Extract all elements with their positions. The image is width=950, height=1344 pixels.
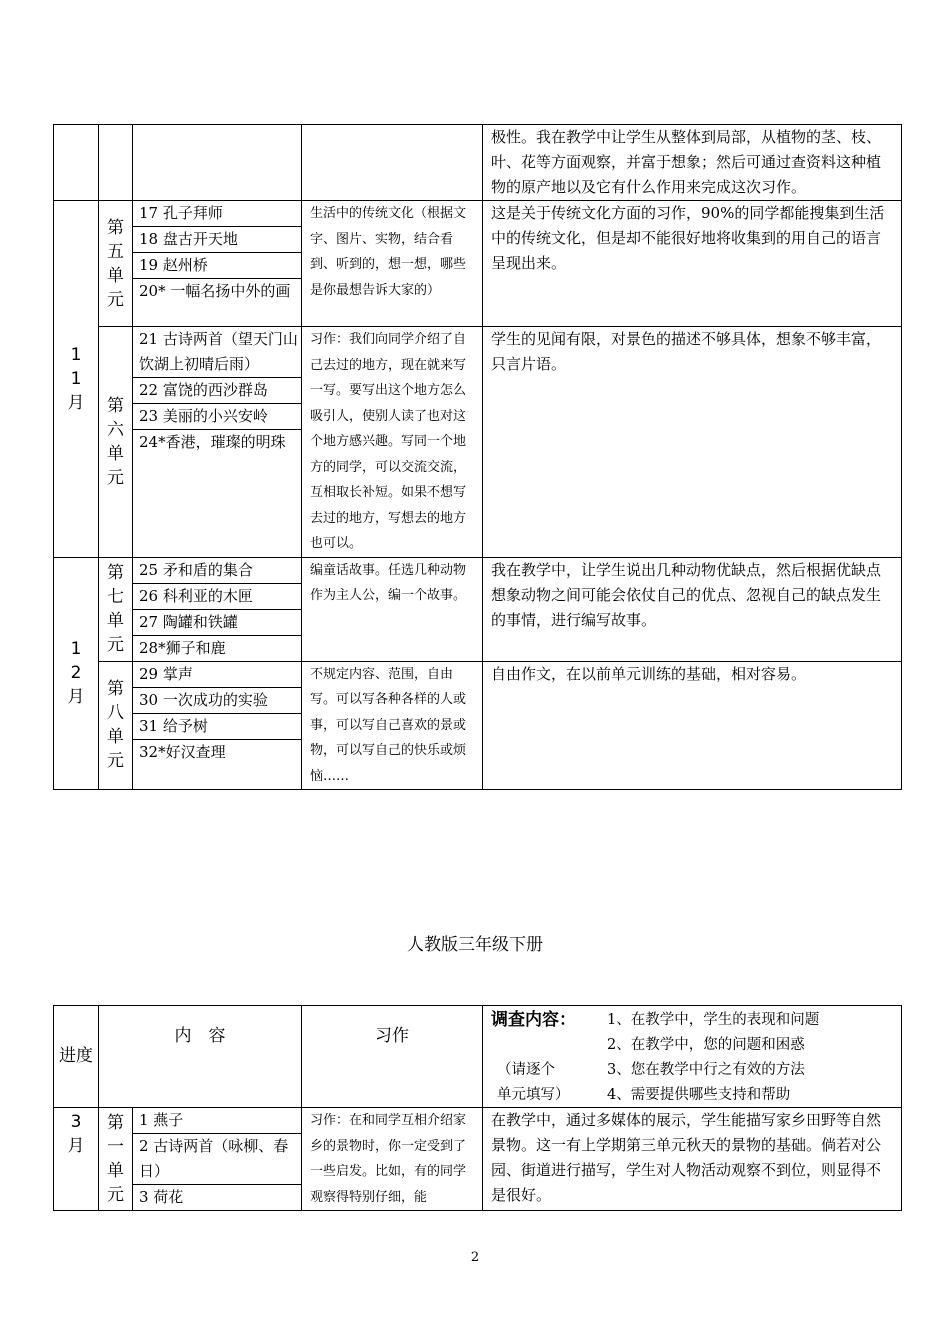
- lesson-item: 28*狮子和鹿: [139, 638, 226, 657]
- unit-cell: [99, 661, 133, 790]
- unit-cell: [99, 201, 133, 327]
- lesson-item: 2 古诗两首（咏柳、春日）: [133, 1134, 301, 1185]
- observation-cell: 学生的见闻有限，对景色的描述不够具体，想象不够丰富，只言片语。: [483, 327, 902, 558]
- writing-cell: 习作：在和同学互相介绍家乡的景物时，你一定受到了一些启发。比如，有的同学观察得特别仔细，能: [302, 1108, 483, 1211]
- month-label: 11月: [67, 344, 85, 413]
- unit-label: 第六单元: [107, 395, 124, 488]
- survey-label: 调查内容：: [491, 1010, 576, 1030]
- lesson-item: 25 矛和盾的集合: [133, 558, 301, 584]
- observation-cell: 极性。我在教学中让学生从整体到局部，从植物的茎、枝、叶、花等方面观察，并富于想象；然后可通过查资料这种植物的原产地以及它有什么作用来完成这次习作。: [483, 125, 902, 201]
- table-row: [54, 661, 902, 790]
- month-cell: [54, 201, 99, 558]
- writing-cell: [302, 125, 483, 201]
- survey-item: 4、需要提供哪些支持和帮助: [607, 1087, 791, 1103]
- section-title: 人教版三年级下册: [407, 935, 543, 955]
- month-cell: [54, 557, 99, 790]
- table-row: [54, 327, 902, 558]
- unit-label: 第八单元: [107, 679, 124, 772]
- writing-cell: 编童话故事。任选几种动物作为主人公，编一个故事。: [302, 557, 483, 661]
- lesson-item: 24*香港，璀璨的明珠: [139, 433, 286, 451]
- unit-cell: [99, 557, 133, 661]
- month-label: 12月: [67, 639, 85, 708]
- lessons-cell: [133, 661, 302, 790]
- lessons-cell: [133, 1108, 302, 1211]
- lesson-item: 20* 一幅名扬中外的画: [139, 282, 291, 300]
- observation-cell: 我在教学中，让学生说出几种动物优缺点，然后根据优缺点想象动物之间可能会依仗自己的优点、忽视自己的缺点发生的事情，进行编写故事。: [483, 557, 902, 661]
- lesson-item: 30 一次成功的实验: [133, 688, 301, 714]
- writing-cell: 习作：我们向同学介绍了自己去过的地方，现在就来写一写。要写出这个地方怎么吸引人，使别人读了也对这个地方感兴趣。写同一个地方的同学，可以交流交流，互相取长补短。如果不想写去过的地方，写想去的地方也可以。: [302, 327, 483, 558]
- table-row: [54, 201, 902, 327]
- month-cell: [54, 125, 99, 201]
- survey-note: 单元填写）: [497, 1087, 570, 1103]
- lesson-item: 1 燕子: [133, 1108, 301, 1134]
- page-number: 2: [470, 1250, 480, 1265]
- survey-item: 2、在教学中，您的问题和困惑: [607, 1037, 805, 1053]
- table-row: [54, 125, 902, 201]
- survey-item: 3、您在教学中行之有效的方法: [607, 1062, 805, 1078]
- observation-cell: 在教学中，通过多媒体的展示，学生能描写家乡田野等自然景物。这一有上学期第三单元秋天的景物的基础。倘若对公园、街道进行描写，学生对人物活动观察不到位，则显得不是很好。: [483, 1108, 902, 1211]
- month-label: 3月: [67, 1112, 85, 1156]
- lesson-item: 21 古诗两首（望天门山 饮湖上初晴后雨）: [133, 327, 301, 378]
- observation-cell: 自由作文，在以前单元训练的基础，相对容易。: [483, 661, 902, 790]
- lesson-item: 23 美丽的小兴安岭: [133, 404, 301, 430]
- unit-cell: [99, 1108, 133, 1211]
- unit-label: 第五单元: [107, 217, 124, 310]
- schedule-table-upper: [53, 124, 902, 790]
- lesson-item: 32*好汉查理: [139, 742, 226, 761]
- lesson-item: 17 孔子拜师: [133, 201, 301, 227]
- lesson-item: 29 掌声: [133, 662, 301, 688]
- table-row: [54, 557, 902, 661]
- content-header: 内 容: [99, 1006, 302, 1108]
- lessons-cell: [133, 557, 302, 661]
- lessons-cell: [133, 125, 302, 201]
- lesson-item: 19 赵州桥: [133, 253, 301, 279]
- lesson-item: 26 科利亚的木匣: [133, 584, 301, 610]
- table-row: [54, 1108, 902, 1211]
- lessons-cell: [133, 201, 302, 327]
- unit-cell: [99, 125, 133, 201]
- schedule-table-lower: [53, 1005, 902, 1211]
- writing-cell: 不规定内容、范围，自由写。可以写各种各样的人或事，可以写自己喜欢的景或物，可以写自己的快乐或烦恼……: [302, 661, 483, 790]
- writing-header: 习作: [302, 1006, 483, 1108]
- unit-cell: [99, 327, 133, 558]
- lesson-item: 31 给予树: [133, 714, 301, 740]
- unit-label: 第一单元: [107, 1113, 124, 1205]
- survey-note: （请逐个: [497, 1062, 555, 1078]
- month-cell: [54, 1108, 99, 1211]
- header-row: [54, 1006, 902, 1108]
- unit-label: 第七单元: [107, 563, 124, 655]
- lesson-item: 18 盘古开天地: [133, 227, 301, 253]
- lessons-cell: [133, 327, 302, 558]
- lesson-item: 3 荷花: [139, 1188, 184, 1206]
- observation-cell: 这是关于传统文化方面的习作，90%的同学都能搜集到生活中的传统文化，但是却不能很好地将收集到的用自己的语言呈现出来。: [483, 201, 902, 327]
- survey-item: 1、在教学中，学生的表现和问题: [607, 1012, 820, 1028]
- survey-header: [483, 1006, 902, 1108]
- progress-header: 进度: [54, 1006, 99, 1108]
- lesson-item: 27 陶罐和铁罐: [133, 610, 301, 636]
- writing-cell: 生活中的传统文化（根据文字、图片、实物，结合看到、听到的，想一想，哪些是你最想告诉大家的）: [302, 201, 483, 327]
- lesson-item: 22 富饶的西沙群岛: [133, 378, 301, 404]
